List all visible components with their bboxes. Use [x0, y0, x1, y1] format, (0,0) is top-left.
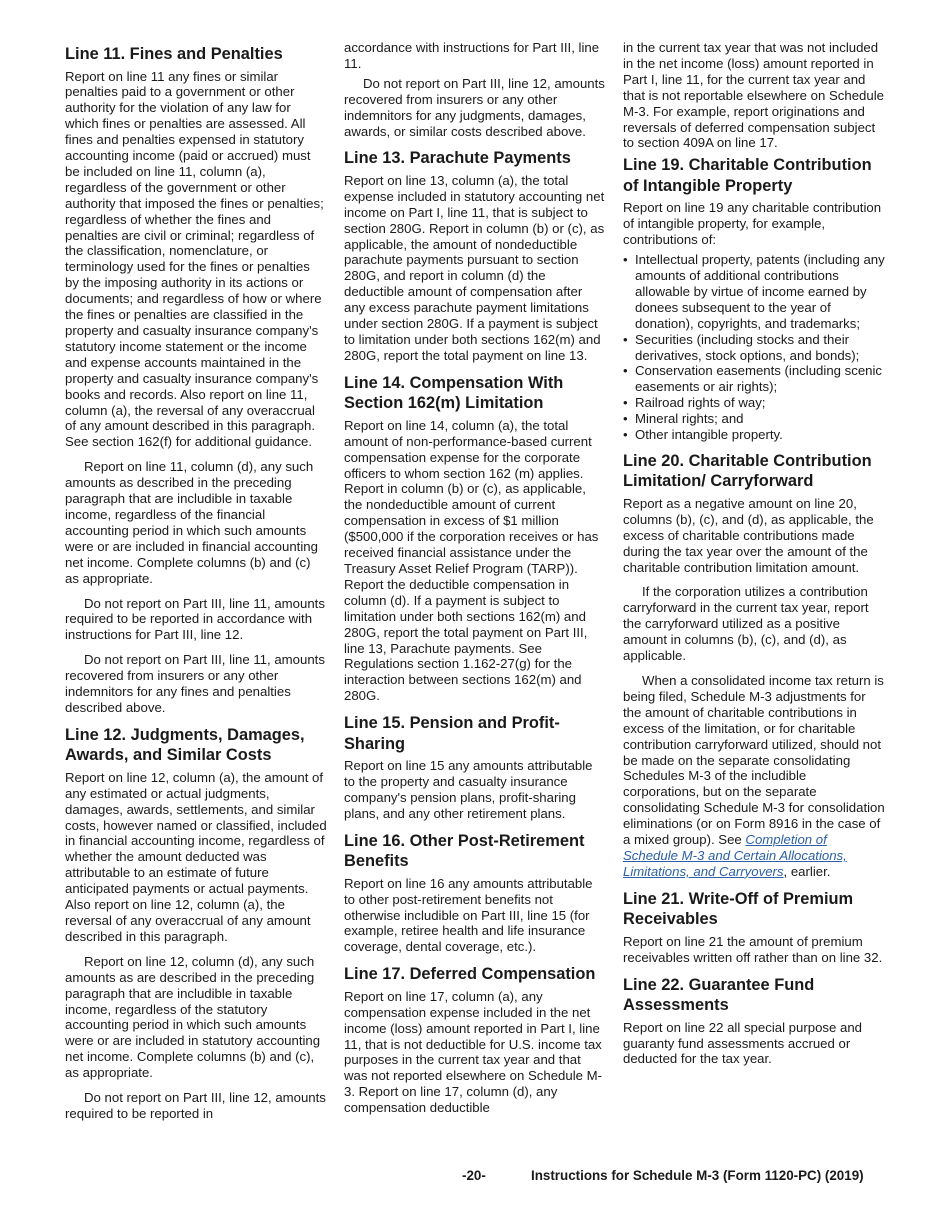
- list-item: • Intellectual property, patents (including any amounts of additional contributions allowable by virtue of income earned by donees subsequent to the year of donation), copyrights, and trademarks;: [623, 252, 885, 332]
- paragraph: Report on line 15 any amounts attributable to the property and casualty insurance company's pension plans, profit-sharing plans, and any other retirement plans.: [344, 758, 593, 821]
- paragraph: Report on line 22 all special purpose and guaranty fund assessments accrued or deducted for the tax year.: [623, 1019, 862, 1067]
- paragraph: Report on line 17, column (a), any compensation expense included in the net income (loss) amount reported in Part I, line 11, that is not deductible for U.S. income tax purposes in the current tax year and that was not reported elsewhere on Schedule M-3. Report on line 17, column (d), any compensation deductible: [344, 988, 603, 1116]
- paragraph: [623, 673, 885, 880]
- column-left: [65, 40, 327, 1131]
- paragraph: accordance with instructions for Part III, line 11.: [344, 40, 600, 71]
- list-item: • Railroad rights of way;: [623, 395, 885, 411]
- footer-title: Instructions for Schedule M-3 (Form 1120-PC) (2019): [531, 1168, 864, 1183]
- paragraph: Do not report on Part III, line 12, amounts recovered from insurers or any other indemnitors for any judgments, damages, awards, or similar costs described above.: [344, 75, 605, 139]
- paragraph: Report on line 13, column (a), the total expense included in statutory accounting net income on Part I, line 11, that is subject to section 280G. Report in column (b) or (c), as applicable, the amount of nondeductible parachute payments pursuant to section 280G, and report in column (d) the deductible amount of compensation after any excess parachute payment limitations under section 280G. If a payment is subject to limitation under both sections 162(m) and 280G, report the total payment on line 13.: [344, 172, 605, 363]
- heading-line-15: Line 15. Pension and Profit-Sharing: [344, 714, 560, 753]
- paragraph: Report on line 11, column (d), any such amounts as described in the preceding paragraph that are includible in taxable income, regardless of the financial accounting period in which such amounts were or are included in financial accounting net income. Complete columns (b) and (c) as appropriate.: [65, 459, 318, 586]
- paragraph: Report on line 12, column (a), the amount of any estimated or actual judgments, damages, awards, settlements, and similar costs, however named or classified, included in financial accounting income, regardless of whether the amount deducted was attributable to an estimate of future anticipated payments or actual payments. Also report on line 12, column (a), the reversal of any overaccrual of any amount described in this paragraph.: [65, 769, 327, 944]
- paragraph: Report on line 21 the amount of premium receivables written off rather than on line 32.: [623, 933, 883, 965]
- heading-line-17: Line 17. Deferred Compensation: [344, 965, 596, 984]
- paragraph: Report on line 11 any fines or similar penalties paid to a government or other authority for the violation of any law for which fines or penalties are assessed. All fines and penalties expensed in statutory accounting income (paid or accrued) must be included on line 11, column (a), regardless of the government or other authority that imposed the fines or penalties; regardless of whether the fines and penalties are civil or criminal; regardless of the classification, nomenclature, or terminology used for the fines or penalties by the imposing authority in its actions or documents; and regardless of how or where the fines or penalties are classified in the property and casualty insurance company's statutory income statement or the income and expense accounts maintained in the property and casualty insurance company's books and records. Also report on line 11, column (a), the reversal of any overaccrual of any amount described in this paragraph. See section 162(f) for additional guidance.: [65, 68, 324, 450]
- paragraph: Report on line 16 any amounts attributable to other post-retirement benefits not otherwise includible on Part III, line 15 (for example, retiree health and life insurance coverage, dental coverage, etc.).: [344, 875, 593, 955]
- paragraph: Do not report on Part III, line 11, amounts required to be reported in accordance with instructions for Part III, line 12.: [65, 595, 325, 643]
- heading-line-13: Line 13. Parachute Payments: [344, 149, 571, 168]
- paragraph-text: , earlier.: [783, 863, 831, 879]
- list-item: • Mineral rights; and: [623, 411, 885, 427]
- paragraph: Report as a negative amount on line 20, columns (b), (c), and (d), as applicable, the excess of charitable contributions made during the tax year over the amount of the charitable contribution limitation amount.: [623, 495, 874, 575]
- column-right: [623, 40, 885, 1076]
- column-middle: [344, 40, 606, 1125]
- paragraph: in the current tax year that was not included in the net income (loss) amount reported in Part I, line 11, for the current tax year and that is not reportable elsewhere on Schedule M-3. For example, report originations and reversals of deferred compensation subject to section 409A on line 17.: [623, 40, 884, 151]
- page-number: -20-: [462, 1168, 486, 1183]
- heading-line-20: Line 20. Charitable Contribution Limitation/ Carryforward: [623, 451, 872, 491]
- paragraph-text: When a consolidated income tax return is being filed, Schedule M-3 adjustments for the amount of charitable contributions in excess of the limitation, or for charitable contribution carryforward utilized, should not be made on the separate consolidating Schedules M-3 of the includible corporations, but on the separate consolidating Schedule M-3 for consolidation eliminations (or on Form 8916 in the case of a mixed group). See: [623, 673, 885, 848]
- paragraph: Do not report on Part III, line 11, amounts recovered from insurers or any other indemnitors for any fines and penalties described above.: [65, 652, 325, 715]
- heading-line-16: Line 16. Other Post-Retirement Benefits: [344, 831, 585, 871]
- completion-of-schedule-link[interactable]: Completion of Schedule M-3 and Certain Allocations, Limitations, and Carryovers: [623, 832, 847, 879]
- paragraph: Report on line 19 any charitable contribution of intangible property, for example, contributions of:: [623, 200, 882, 248]
- heading-line-14: Line 14. Compensation With Section 162(m) Limitation: [344, 373, 564, 413]
- list-item: • Conservation easements (including scenic easements or air rights);: [623, 363, 885, 395]
- heading-line-12: Line 12. Judgments, Damages, Awards, and Similar Costs: [65, 725, 305, 765]
- paragraph: Report on line 12, column (d), any such amounts as are described in the preceding paragraph that are includible in taxable income, regardless of the statutory accounting period in which such amounts were or are included in statutory accounting net income. Complete columns (b) and (c), as appropriate.: [65, 953, 321, 1081]
- paragraph: If the corporation utilizes a contribution carryforward in the current tax year, report the carryforward utilized as a positive amount in columns (b), (c), and (d), as applicable.: [623, 584, 869, 664]
- paragraph: Do not report on Part III, line 12, amounts required to be reported in: [65, 1090, 326, 1121]
- list-item: • Securities (including stocks and their derivatives, stock options, and bonds);: [623, 332, 885, 364]
- heading-line-19: Line 19. Charitable Contribution of Intangible Property: [623, 156, 872, 195]
- heading-line-11: Line 11. Fines and Penalties: [65, 45, 283, 63]
- bullet-list: [623, 252, 885, 443]
- paragraph: Report on line 14, column (a), the total amount of non-performance-based current compensation expense for the corporate officers to whom section 162 (m) applies. Report in column (b) or (c), as applicable, the nondeductible amount of current compensation in excess of $1 million ($500,000 if the corporation receives or has received financial assistance under the Treasury Asset Relief Program (TARP)). Report the deductible compensation in column (d). If a payment is subject to limitation under both sections 162(m) and 280G, report the total payment on Part III, line 13, Parachute payments. See Regulations section 1.162-27(g) for the interaction between sections 162(m) and 280G.: [344, 417, 599, 704]
- heading-line-21: Line 21. Write-Off of Premium Receivables: [623, 889, 854, 929]
- heading-line-22: Line 22. Guarantee Fund Assessments: [623, 975, 815, 1015]
- list-item: • Other intangible property.: [623, 427, 885, 443]
